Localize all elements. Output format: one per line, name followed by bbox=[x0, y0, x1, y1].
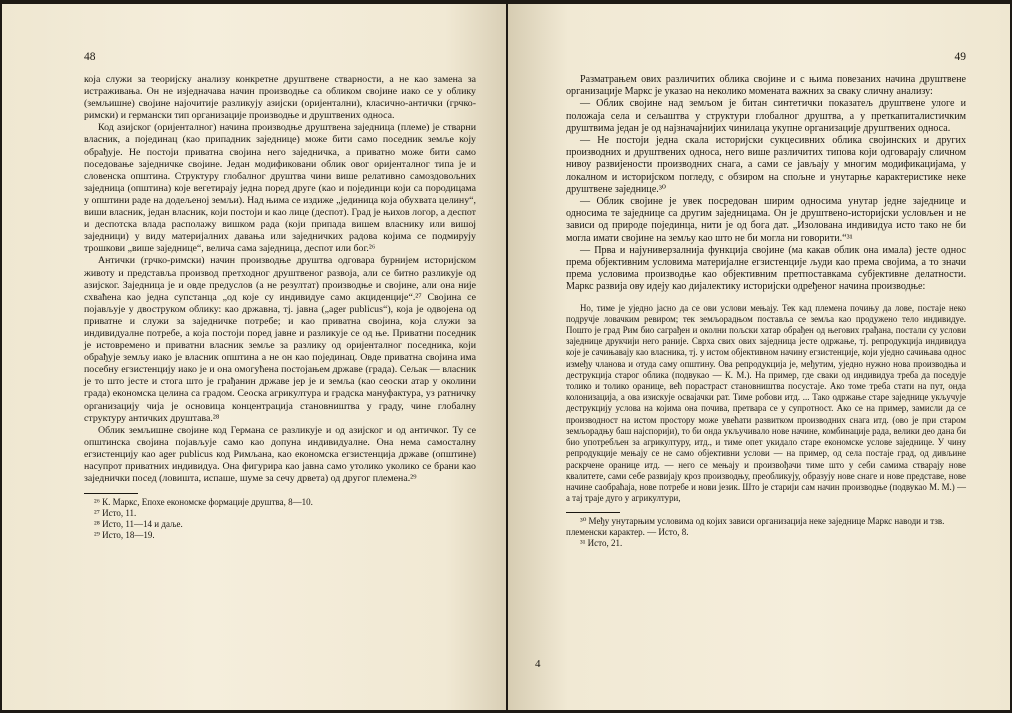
footnote: ²⁶ К. Маркс, Епохе економске формације друштва, 8—10. bbox=[94, 497, 313, 508]
block-quote bbox=[566, 303, 966, 505]
paragraph: Антички (грчко-римски) начин производње друштва одговара бурнијем историјском животу и представља производ претходног друштвеног развоја, али се битно разликује од азијског. Заједница је и овде предуслов (а не резултат) производње и својине, али она није схваћена као једна супстанца „од које су индивидуе само акциденције“.²⁷ Својина се појављује у двоструком облику: као државна, тј. јавна („ager publicus“), која је одвојена од приватне и служи за заједничке потребе; и као приватна својина, која служи за индивидуалне потребе, а која постоји поред јавне и разликује се од ње. Приватни поседник је истовремено и приватни власник земље за разлику од оријенталног поседника, који обрађује земљу иако је власник општина а не он као појединац. Овде приватна својина има посебну егзистенцију иако је и она омогућена постојањем државе (града). Сељак — власник је то што јесте и стога што је грађанин државе јер је и земља (као сеоски атар у околини града) економска целина са градом. Сеоска агрикултура и градска мануфактура, уз ратничку организацију чија је основица концентрација становништва у граду, чине глобалну структуру античких друштава.²⁸ bbox=[84, 255, 476, 424]
footnote: ³¹ Исто, 21. bbox=[580, 538, 623, 549]
left-page bbox=[2, 4, 506, 710]
footnote: ³⁰ Међу унутарњим условима од којих зависи организација неке заједнице Маркс наводи и тзв. племенски карактер. — Исто, 8. bbox=[566, 516, 945, 538]
paragraph: — Прва и најуниверзалнија функција својине (ма какав облик она имала) јесте однос према објективним условима материјалне егзистенције људи као према својима, а то значи према условима производње као објективним претпоставкама субјективне делатности. Маркс развија ову идеју као дијалектику историјски одређеног начина производње: bbox=[566, 244, 966, 293]
paragraph: — Облик својине над земљом је битан синтетички показатељ друштвене улоге и положаја села и сељаштва у структури глобалног друштва, а у преткапиталистичким друштвима један је од најзначајнијих чинилаца укупне организације друштвених односа. bbox=[566, 98, 966, 134]
footnote-rule bbox=[566, 512, 620, 513]
paragraph: Облик земљишне својине код Германа се разликује и од азијског и од античког. Ту се општинска својина појављује само као допуна индивидуалне. Она нема самосталну егзистенцију као ager publicus код Римљана, као економска егзистенција државе (општине) насупрот приватних индивидуа. Она фигурира као јавна само утолико уколико се брани као заједнички посед (ловишта, испаше, шуме за сечу дрвета) од другог племена.²⁹ bbox=[84, 424, 476, 485]
paragraph: Разматрањем ових различитих облика својине и с њима повезаних начина друштвене организације Маркс је указао на неколико момената важних за сваку сличну анализу: bbox=[566, 74, 966, 98]
footnotes bbox=[84, 493, 476, 541]
paragraph: Код азијског (оријенталног) начина производње друштвена заједница (племе) је стварни власник, а појединац (као припадник заједнице) може бити само поседник земље коју обрађује. Не постоји приватна својина него заједничка, а приватно може бити само поседовање заједничке својине. Један модификовани облик овог оријенталног типа је и словенска општина. Структуру глобалног друштва чини више релативно самоздовољних заједница (општина) које вегетирају једна поред друге (као и појединци који са породицама у општини раде на додељеној земљи). Над њима се издиже „јединица која обухвата целину“, виши власник, један власник, који постоји и као лице (деспот). Град је њихов логор, а деспот и деспотска влада располажу вишком рада (који припада вишем власнику или вишој заједници) у виду материјалних давања или заједничких радова којима се подмирују трошкови „више заједнице“, велича сама заједница, деспот или бог.²⁶ bbox=[84, 122, 476, 255]
paragraph: — Не постоји једна скала историјски сукцесивних облика својинских и других производних и друштвених односа, него више различитих типова који одговарају сличном нивоу развијености производних снага, а сами се јављају у многим модификацијама, у локалном и историјском погледу, с обзиром на спољне и унутарње карактеристике неке друштвене заједнице.³⁰ bbox=[566, 135, 966, 195]
page-number: 48 bbox=[84, 51, 96, 63]
left-body bbox=[84, 74, 476, 485]
footnote: ²⁷ Исто, 11. bbox=[94, 508, 137, 519]
signature-number: 4 bbox=[535, 658, 541, 670]
footnotes bbox=[566, 512, 966, 549]
right-page bbox=[508, 4, 1010, 710]
paragraph: која служи за теоријску анализу конкретне друштвене стварности, а не као замена за истраживања. Он не изједначава начин производње са обликом својине иако се у облику (земљишне) својине најочитије разликују азијски (оријентални), класично-антички (грчко-римски) и германски тип организације производње и друштвених односа. bbox=[84, 74, 476, 122]
footnote-rule bbox=[84, 493, 138, 494]
quote-text: Но, тиме је уједно јасно да се ови услови мењају. Тек кад племена почињу да лове, постаје неко подручје ловачким ревиром; тек земљорадњом постављa се земља као продужено тело индивидуе. Пошто је град Рим био саграђен и околни пољски хатар обрађен од његових грађана, постали су услови заједнице друкчији него раније. Сврха свих ових заједница јесте одржање, тј. репродукција индивидуа које је сачињавају као власника, тј. у истом објективном начину егзистенције, који уједно сачињава однос између чланова и отуда саму општину. Ова репродукција је, међутим, уједно нужно нова производња и деструкција старог облика (подвукао — К. М.). На пример, где сваки од индивидуа треба да поседује толико и толико оранице, већ порастрaст становништва посустаје. Ако томе треба стати на пут, онда колонизација, а ова изискује освајачки рат. Тиме робови итд. ... Тако одржање старе заједнице укључује деструкцију услова на којима она почива, претвара се у супротност. Ако се на пример, замисли да се производност на истом простору може увећати развитком производних снага итд. (ово је при старом земљорадњу баш најспорији), то би онда укључивало нове начине, комбинације рада, велики део дана би био употребљен за агрикултуру, итд., и тиме опет укидало старе економске услове заједнице. У чину репродукције мењају се не само објективни услови — на пример, од села постаје град, од дивљине раскрчене оранице итд. — него се мењају и произвођачи тиме што у себи самима стварају нове квалитете, сами себе развијају кроз производњу, преобликују, образују нове снаге и нове представе, нове начине саобраћаја, нове потребе и нови језик. Што је старији сам начин производње (подвукао М. М.) — а тај траје дуго у агрикултури, bbox=[566, 302, 966, 504]
paragraph: — Облик својине је увек посредован ширим односима унутар једне заједнице и односима те заједнице са другим заједницама. Он је друштвено-историјски условљен и не зависи од природе појединца, нити је од бога дат. „Изолована индивидуа исто тако не би могла имати својине на земљу као што не би могла ни говорити.“³¹ bbox=[566, 196, 966, 244]
right-body bbox=[566, 74, 966, 294]
page-number: 49 bbox=[954, 51, 966, 63]
footnote: ²⁸ Исто, 11—14 и даље. bbox=[94, 519, 183, 530]
footnote: ²⁹ Исто, 18—19. bbox=[94, 530, 155, 541]
